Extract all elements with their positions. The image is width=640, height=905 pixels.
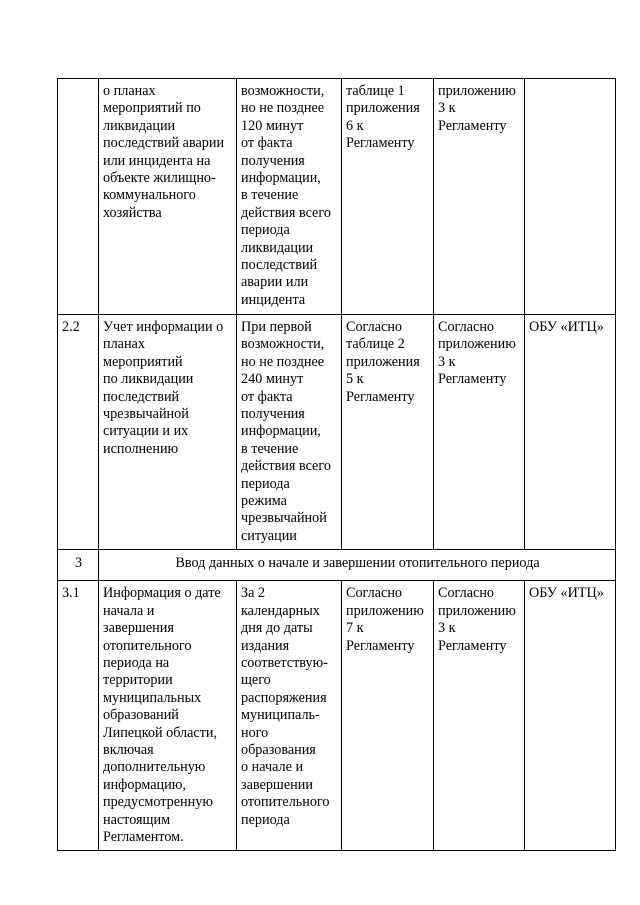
row-number (58, 79, 99, 315)
method-cell: Согласно приложению 3 к Регламенту (434, 315, 525, 550)
term-cell: возможности, но не позднее 120 минут от факта получения информации, в течение действия всего периода ликвидации последствий аварии или инцидента (237, 79, 342, 315)
info-cell: Информация о дате начала и завершения отопительного периода на территории муниципальных образований Липецкой области, включая дополнительную информацию, предусмотренную настоящим Регламентом. (99, 581, 237, 851)
row-number: 2.2 (58, 315, 99, 550)
section-title: Ввод данных о начале и завершении отопительного периода (99, 550, 616, 581)
table-row (58, 581, 616, 851)
section-number: 3 (58, 550, 99, 581)
responsible-cell (525, 79, 616, 315)
table-row (58, 79, 616, 315)
form-cell: Согласно таблице 2 приложения 5 к Регламенту (342, 315, 434, 550)
section-row (58, 550, 616, 581)
responsible-cell: ОБУ «ИТЦ» (525, 315, 616, 550)
form-cell: Согласно приложению 7 к Регламенту (342, 581, 434, 851)
form-cell: таблице 1 приложения 6 к Регламенту (342, 79, 434, 315)
term-cell: За 2 календарных дня до даты издания соответствую- щего распоряжения муниципаль- ного образования о начале и завершении отопительного периода (237, 581, 342, 851)
info-cell: о планах мероприятий по ликвидации последствий аварии или инцидента на объекте жилищно- коммунального хозяйства (99, 79, 237, 315)
term-cell: При первой возможности, но не позднее 240 минут от факта получения информации, в течение действия всего периода режима чрезвычайной ситуации (237, 315, 342, 550)
method-cell: приложению 3 к Регламенту (434, 79, 525, 315)
method-cell: Согласно приложению 3 к Регламенту (434, 581, 525, 851)
responsible-cell: ОБУ «ИТЦ» (525, 581, 616, 851)
info-cell: Учет информации о планах мероприятий по ликвидации последствий чрезвычайной ситуации и их исполнению (99, 315, 237, 550)
table-row (58, 315, 616, 550)
regulation-table (57, 78, 616, 851)
row-number: 3.1 (58, 581, 99, 851)
